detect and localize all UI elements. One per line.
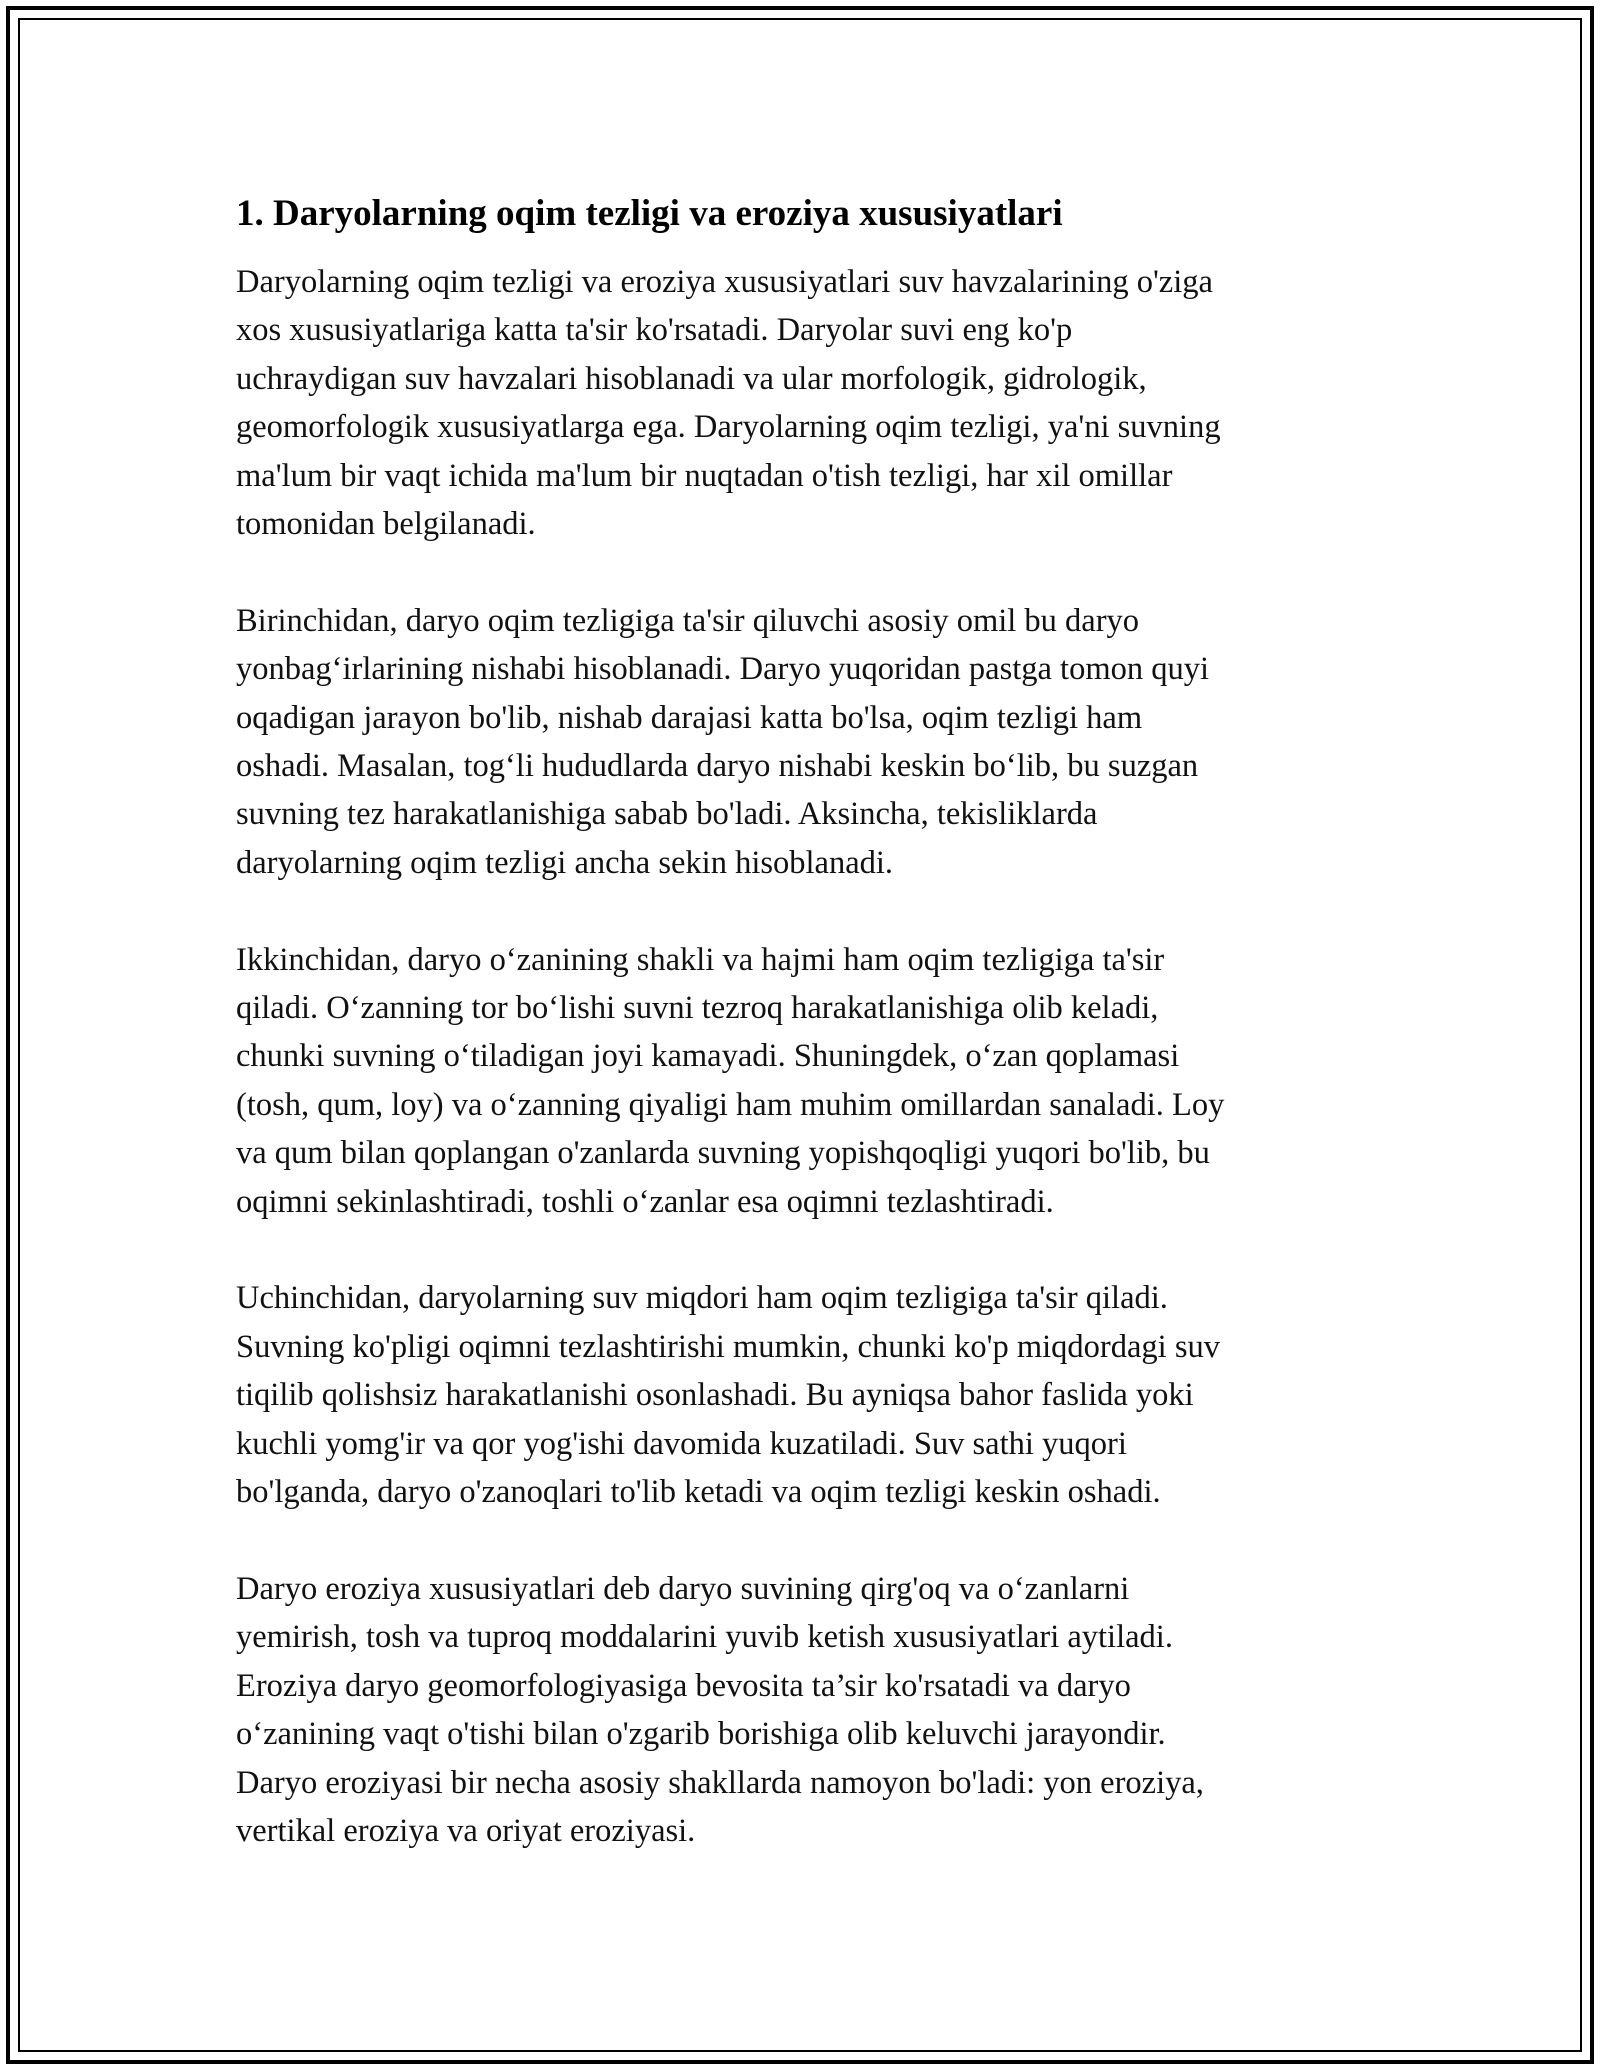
paragraph-line: Daryo eroziyasi bir necha asosiy shakllarda namoyon bo'ladi: yon eroziya, — [236, 1764, 1204, 1801]
paragraph-list — [236, 258, 1366, 1855]
paragraph-line: qiladi. O‘zanning tor bo‘lishi suvni tezroq harakatlanishiga olib keladi, — [236, 990, 1159, 1027]
paragraph-line: chunki suvning o‘tiladigan joyi kamayadi. Shuningdek, o‘zan qoplamasi — [236, 1038, 1180, 1075]
paragraph-line: ma'lum bir vaqt ichida ma'lum bir nuqtadan o'tish tezligi, har xil omillar — [236, 457, 1173, 494]
paragraph-line: bo'lganda, daryo o'zanoqlari to'lib ketadi va oqim tezligi keskin oshadi. — [236, 1474, 1161, 1511]
paragraph-line: xos xususiyatlariga katta ta'sir ko'rsatadi. Daryolar suvi eng ko'p — [236, 312, 1073, 349]
document-body — [236, 190, 1366, 1904]
paragraph-line: vertikal eroziya va oriyat eroziyasi. — [236, 1812, 696, 1849]
paragraph-line: yemirish, tosh va tuproq moddalarini yuvib ketish xususiyatlari aytiladi. — [236, 1619, 1173, 1656]
paragraph-line: tomonidan belgilanadi. — [236, 506, 536, 543]
paragraph-line: geomorfologik xususiyatlarga ega. Daryolarning oqim tezligi, ya'ni suvning — [236, 409, 1221, 446]
paragraph — [236, 597, 1366, 887]
paragraph-line: oqimni sekinlashtiradi, toshli o‘zanlar esa oqimni tezlashtiradi. — [236, 1183, 1054, 1220]
paragraph-line: Uchinchidan, daryolarning suv miqdori ham oqim tezligiga ta'sir qiladi. — [236, 1280, 1168, 1317]
paragraph-line: o‘zanining vaqt o'tishi bilan o'zgarib borishiga olib keluvchi jarayondir. — [236, 1716, 1166, 1753]
paragraph-line: Daryolarning oqim tezligi va eroziya xususiyatlari suv havzalarining o'ziga — [236, 264, 1213, 300]
paragraph-line: oshadi. Masalan, tog‘li hududlarda daryo nishabi keskin bo‘lib, bu suzgan — [236, 748, 1199, 785]
paragraph-line: Daryo eroziya xususiyatlari deb daryo suvining qirg'oq va o‘zanlarni — [236, 1570, 1130, 1607]
section-heading: 1. Daryolarning oqim tezligi va eroziya xususiyatlari — [236, 193, 1063, 234]
paragraph-line: yonbag‘irlarining nishabi hisoblanadi. Daryo yuqoridan pastga tomon quyi — [236, 651, 1210, 688]
paragraph-line: Ikkinchidan, daryo o‘zanining shakli va hajmi ham oqim tezligiga ta'sir — [236, 941, 1165, 978]
paragraph-line: daryolarning oqim tezligi ancha sekin hisoblanadi. — [236, 844, 894, 881]
paragraph-line: Birinchidan, daryo oqim tezligiga ta'sir qiluvchi asosiy omil bu daryo — [236, 602, 1140, 639]
paragraph-line: Suvning ko'pligi oqimni tezlashtirishi mumkin, chunki ko'p miqdordagi suv — [236, 1328, 1220, 1365]
paragraph-line: va qum bilan qoplangan o'zanlarda suvning yopishqoqligi yuqori bo'lib, bu — [236, 1135, 1210, 1172]
paragraph — [236, 258, 1366, 548]
paragraph-line: suvning tez harakatlanishiga sabab bo'ladi. Aksincha, tekisliklarda — [236, 796, 1098, 833]
paragraph — [236, 936, 1366, 1226]
paragraph — [236, 1565, 1366, 1855]
paragraph-line: (tosh, qum, loy) va o‘zanning qiyaligi ham muhim omillardan sanaladi. Loy — [236, 1086, 1225, 1123]
paragraph-line: kuchli yomg'ir va qor yog'ishi davomida kuzatiladi. Suv sathi yuqori — [236, 1425, 1127, 1462]
paragraph — [236, 1274, 1366, 1516]
paragraph-line: oqadigan jarayon bo'lib, nishab darajasi katta bo'lsa, oqim tezligi ham — [236, 699, 1143, 736]
paragraph-line: uchraydigan suv havzalari hisoblanadi va ular morfologik, gidrologik, — [236, 360, 1147, 397]
paragraph-line: Eroziya daryo geomorfologiyasiga bevosita ta’sir ko'rsatadi va daryo — [236, 1667, 1131, 1704]
paragraph-line: tiqilib qolishsiz harakatlanishi osonlashadi. Bu ayniqsa bahor faslida yoki — [236, 1377, 1194, 1414]
